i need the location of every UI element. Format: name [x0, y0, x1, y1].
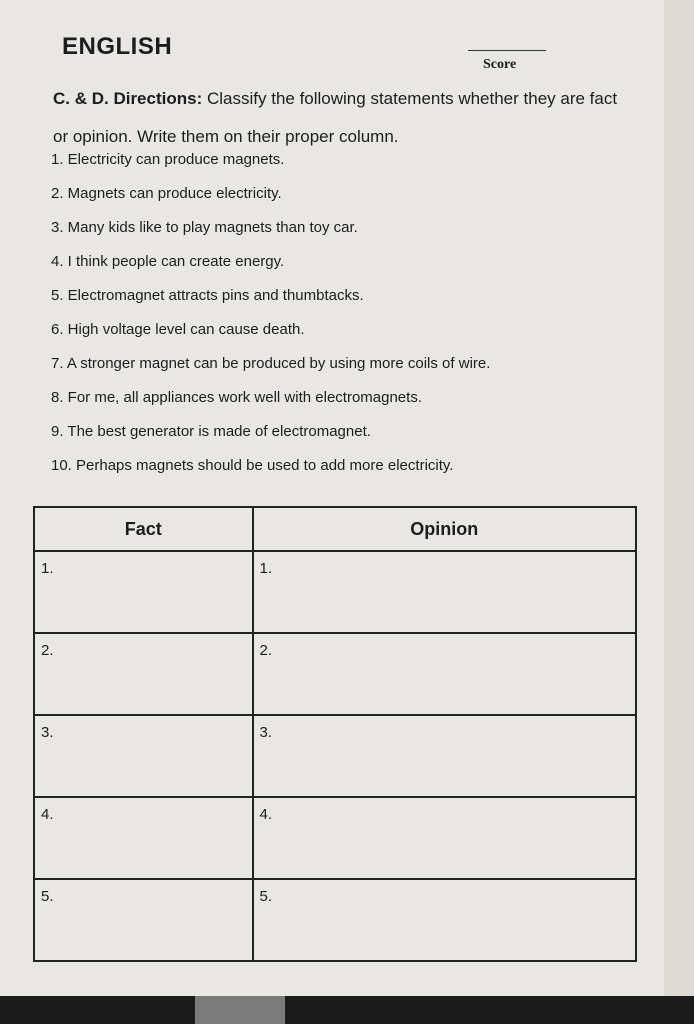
statement-item: 2. Magnets can produce electricity. — [51, 185, 282, 202]
opinion-answer-cell[interactable]: 1. — [253, 551, 637, 633]
directions — [53, 80, 623, 156]
statement-item: 8. For me, all appliances work well with electromagnets. — [51, 389, 422, 406]
background-surface — [0, 996, 694, 1024]
statement-list — [51, 150, 490, 490]
fact-answer-cell[interactable]: 2. — [34, 633, 253, 715]
opinion-answer-cell[interactable]: 4. — [253, 797, 637, 879]
statement-item: 5. Electromagnet attracts pins and thumbtacks. — [51, 287, 364, 304]
directions-text: Classify the following statements whether they are fact or opinion. Write them on their proper column. — [53, 89, 618, 146]
statement-item: 3. Many kids like to play magnets than toy car. — [51, 219, 358, 236]
table-row — [34, 715, 636, 797]
statement-item: 10. Perhaps magnets should be used to add more electricity. — [51, 457, 454, 474]
statement-item: 6. High voltage level can cause death. — [51, 321, 305, 338]
table-row — [34, 551, 636, 633]
statement-item: 4. I think people can create energy. — [51, 253, 285, 270]
opinion-column-header: Opinion — [253, 507, 637, 551]
table-row — [34, 797, 636, 879]
fact-answer-cell[interactable]: 3. — [34, 715, 253, 797]
table-row — [34, 633, 636, 715]
fact-answer-cell[interactable]: 4. — [34, 797, 253, 879]
score-blank[interactable] — [468, 50, 546, 51]
score-label: Score — [483, 57, 517, 72]
table-row — [34, 879, 636, 961]
opinion-answer-cell[interactable]: 2. — [253, 633, 637, 715]
background-object — [195, 996, 285, 1024]
statement-item: 1. Electricity can produce magnets. — [51, 151, 285, 168]
statement-item: 9. The best generator is made of electromagnet. — [51, 423, 371, 440]
directions-heading: C. & D. Directions: — [53, 89, 203, 108]
fact-column-header: Fact — [34, 507, 253, 551]
statement-item: 7. A stronger magnet can be produced by using more coils of wire. — [51, 355, 491, 372]
subject-title: ENGLISH — [62, 33, 173, 60]
fact-opinion-table — [33, 506, 637, 962]
fact-answer-cell[interactable]: 1. — [34, 551, 253, 633]
opinion-answer-cell[interactable]: 3. — [253, 715, 637, 797]
fact-answer-cell[interactable]: 5. — [34, 879, 253, 961]
opinion-answer-cell[interactable]: 5. — [253, 879, 637, 961]
